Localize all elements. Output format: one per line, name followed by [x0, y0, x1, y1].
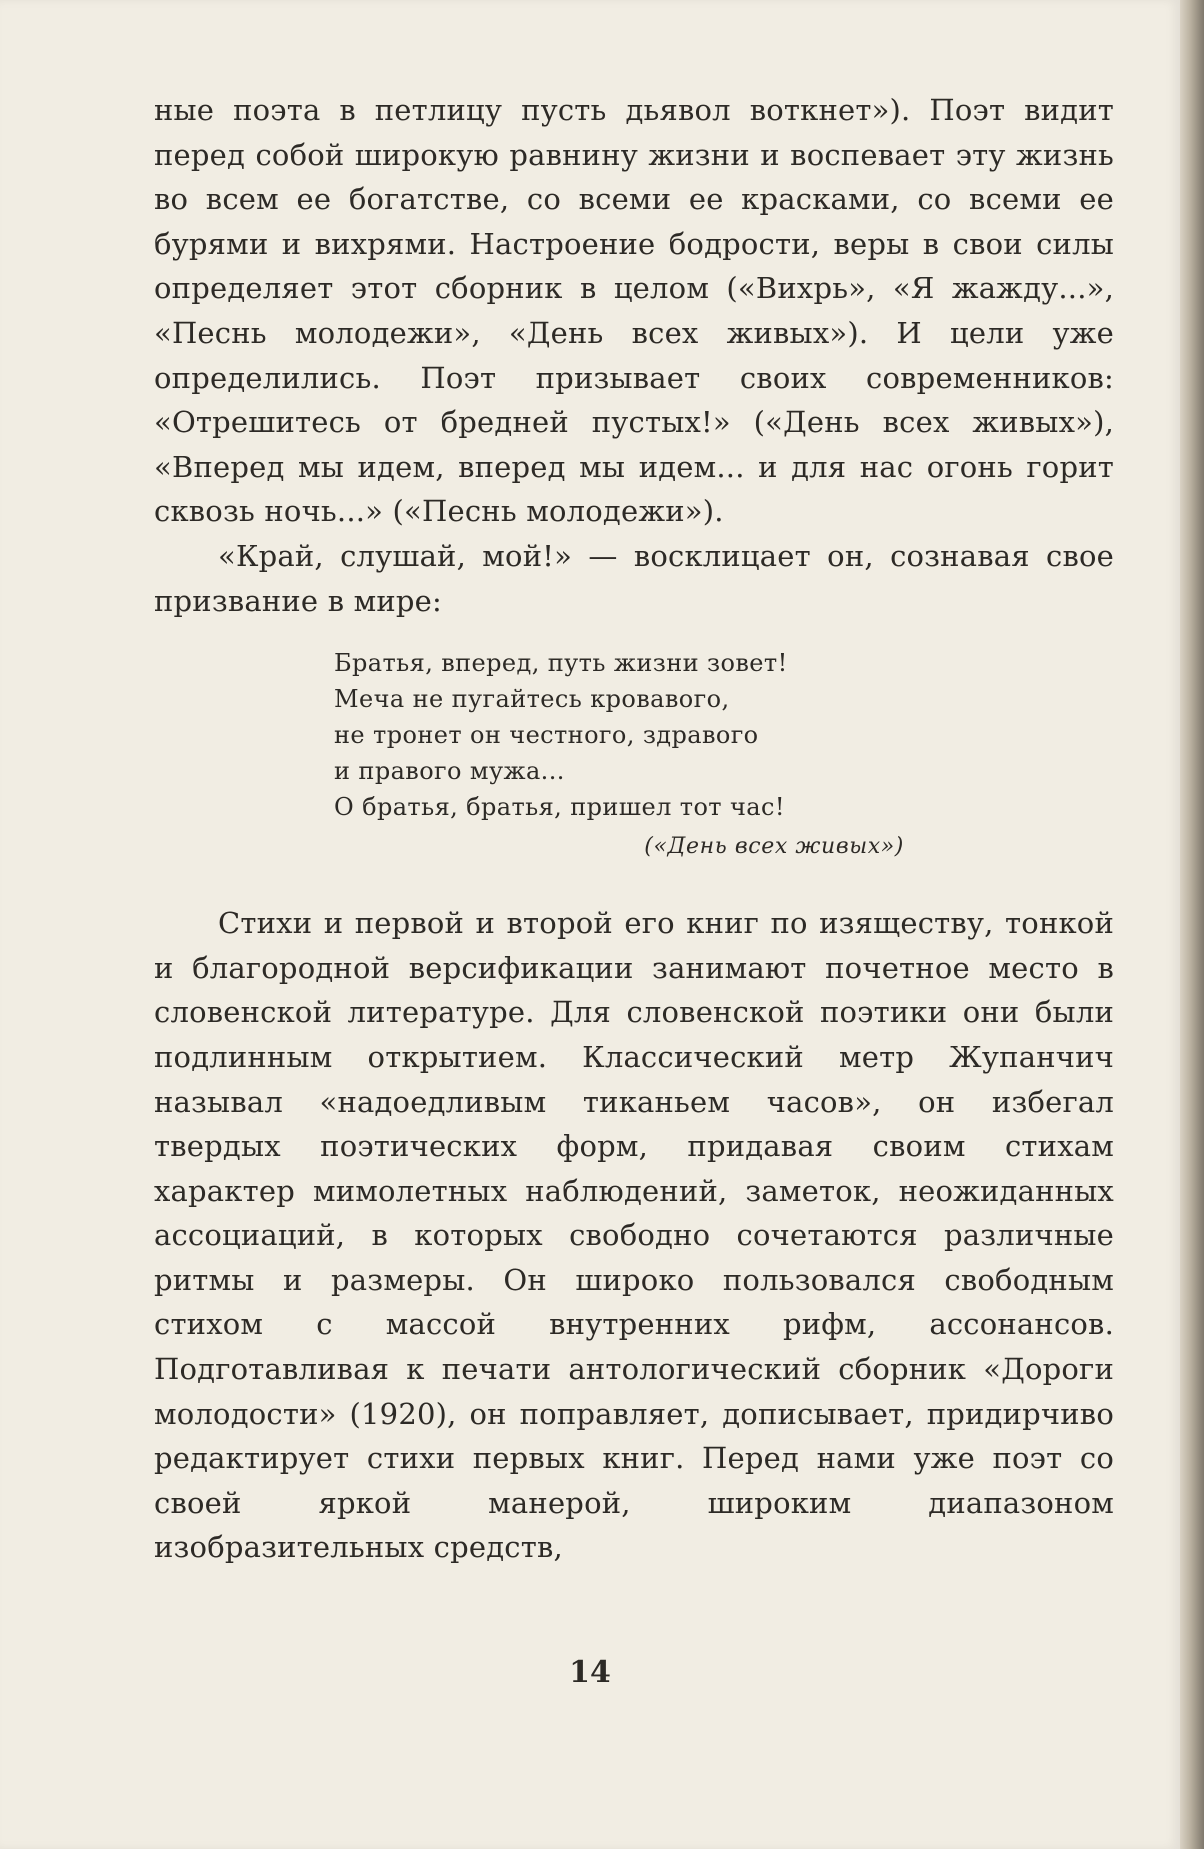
verse-line-5: О братья, братья, пришел тот час!	[334, 793, 785, 822]
section-gap	[154, 865, 1114, 901]
paragraph-2: «Край, слушай, мой!» — восклицает он, сознавая свое призвание в мире:	[154, 538, 1114, 618]
verse-line-2: Меча не пугайтесь кровавого,	[334, 685, 730, 714]
verse-line-1: Братья, вперед, путь жизни зовет!	[334, 649, 788, 678]
verse-line-4: и правого мужа...	[334, 757, 565, 786]
paragraph-3: Стихи и первой и второй его книг по изяществу, тонкой и благородной версификации занимают почетное место в словенской литературе. Для словенской поэтики они были подлинным открытием. Классический метр Жупанчич называл «надоедливым тиканьем часов», он избегал твердых поэтических форм, придавая своим стихам характер мимолетных наблюдений, заметок, неожиданных ассоциаций, в которых свободно сочетаются различные ритмы и размеры. Он широко пользовался свободным стихом с массой внутренних рифм, ассонансов. Подготавливая к печати антологический сборник «Дороги молодости» (1920), он поправляет, дописывает, придирчиво редактирует стихи первых книг. Перед нами уже поэт со своей яркой манерой, широким диапазоном изобразительных средств,	[154, 906, 1114, 1565]
page-number: 14	[569, 1655, 611, 1690]
paragraph-1: ные поэта в петлицу пусть дьявол воткнет»). Поэт видит перед собой широкую равнину жизни и воспевает эту жизнь во всем ее богатстве, со всеми ее красками, со всеми ее бурями и вихрями. Настроение бодрости, веры в свои силы определяет этот сборник в целом («Вихрь», «Я жажду...», «Песнь молодежи», «День всех живых»). И цели уже определились. Поэт призывает своих современников: «Отрешитесь от бредней пустых!» («День всех живых»), «Вперед мы идем, вперед мы идем... и для нас огонь горит сквозь ночь...» («Песнь молодежи»).	[154, 93, 1114, 529]
verse-line-3: не тронет он честного, здравого	[334, 721, 759, 750]
verse-quote	[334, 645, 1114, 865]
page-text	[154, 88, 1114, 1570]
verse-source: («День всех живых»)	[644, 834, 904, 860]
page-edge-shadow	[1180, 0, 1204, 1849]
